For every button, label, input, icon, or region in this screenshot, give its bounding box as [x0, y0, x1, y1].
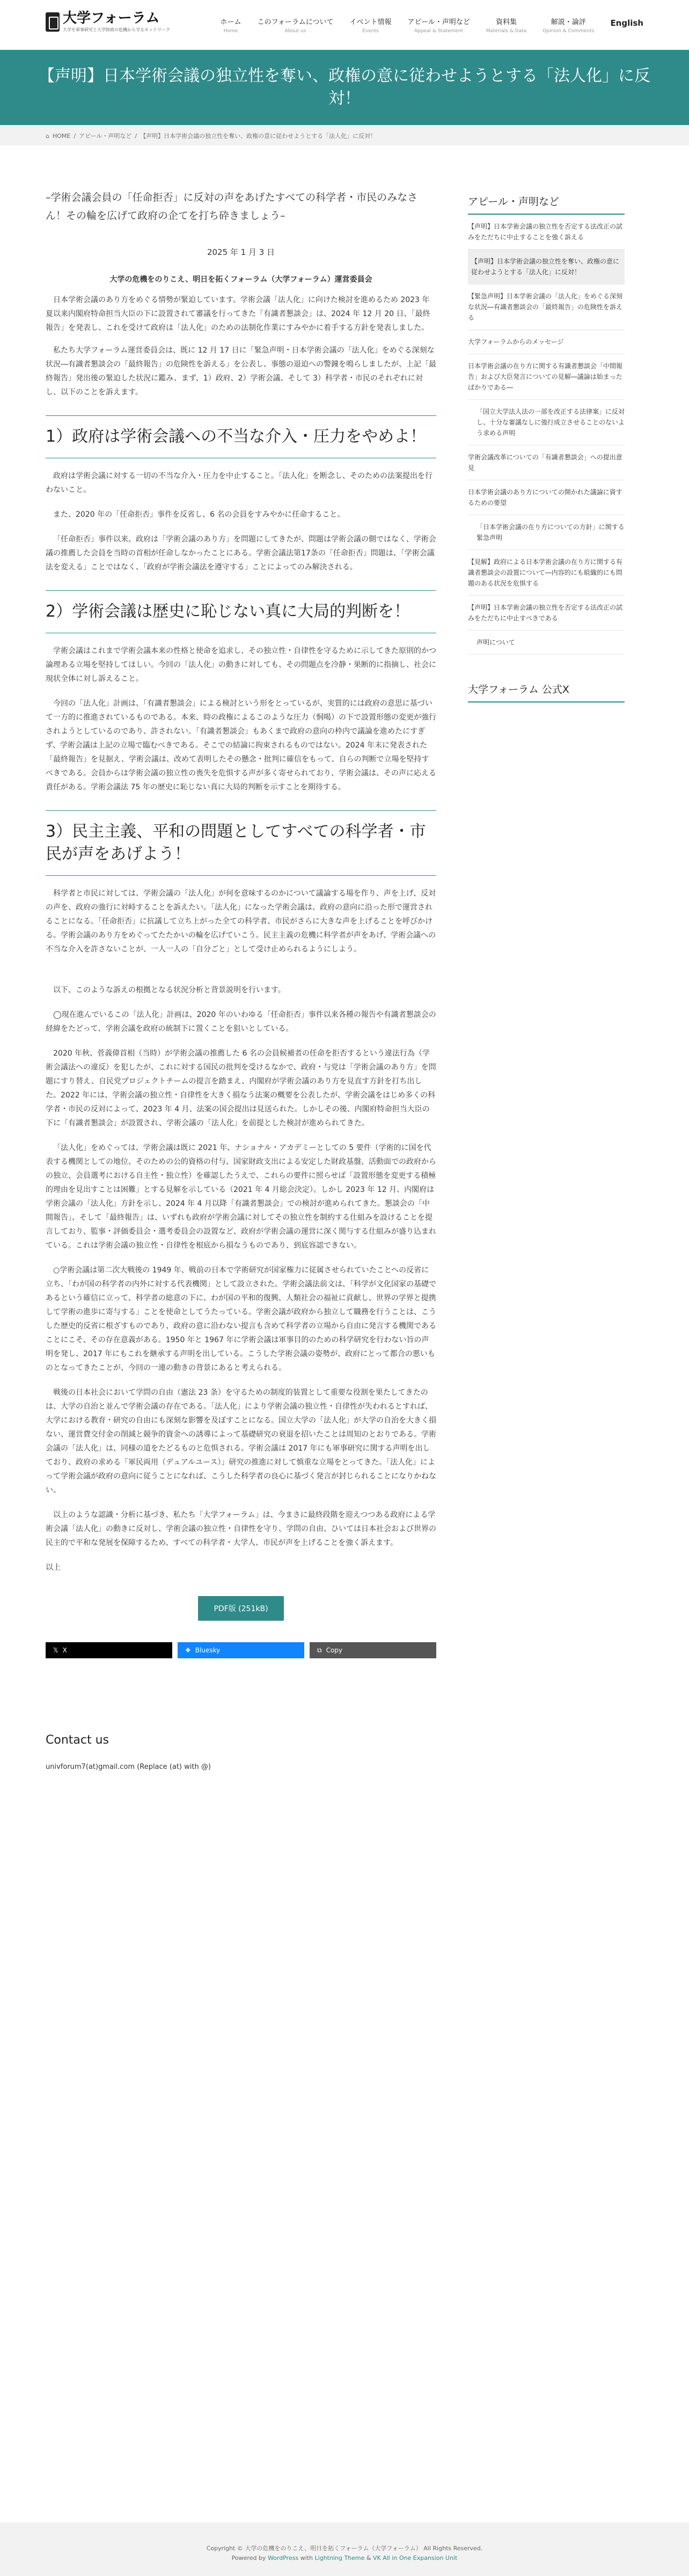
butterfly-icon: ❖ — [185, 1646, 191, 1654]
logo-mark-icon — [46, 12, 60, 32]
copy-icon: ⧉ — [317, 1646, 322, 1654]
sidebar-item-current[interactable]: 【声明】日本学術会議の独立性を奪い、政権の意に従わせようとする「法人化」に反対！ — [468, 250, 625, 284]
nav-sublabel: Events — [362, 28, 379, 34]
paragraph: 政府は学術会議に対する一切の不当な介入・圧力を中止すること。「法人化」を断念し、そのための法案提出を行わないこと。 — [46, 472, 433, 494]
sidebar-item[interactable]: 日本学術会議の在り方に関する有識者懇談会「中間報告」および大臣発言についての見解―議論は始まったばかりである― — [468, 354, 625, 400]
powered-label: Powered by — [231, 2555, 266, 2562]
breadcrumb-parent[interactable]: アピール・声明など — [79, 133, 132, 140]
nav-sublabel: Appeal & Statement — [414, 28, 464, 34]
sidebar-item[interactable]: 「国立大学法人法の一部を改正する法律案」に反対し、十分な審議なしに強行成立させることのないよう求める声明 — [468, 400, 625, 445]
powered-by — [0, 2553, 689, 2563]
sidebar-item[interactable]: 「日本学術会議の在り方についての方針」に関する緊急声明 — [468, 515, 625, 550]
sidebar-x-title: 大学フォーラム 公式X — [468, 682, 625, 702]
breadcrumb-current: 【声明】日本学術会議の独立性を奪い、政権の意に従わせようとする「法人化」に反対！ — [140, 133, 377, 140]
logo-title: 大学フォーラム — [63, 10, 160, 26]
closing: 以上 — [46, 1563, 61, 1572]
page-title: 【声明】日本学術会議の独立性を奪い、政権の意に従わせようとする「法人化」に反対！ — [39, 67, 650, 108]
nav-appeal[interactable] — [407, 16, 470, 34]
breadcrumb-separator: / — [74, 133, 76, 140]
share-label: Copy — [326, 1646, 343, 1654]
intro-section — [46, 293, 436, 399]
content-wrap — [0, 145, 689, 1771]
site-header — [0, 0, 689, 50]
paragraph: ◯現在進んでいるこの「法人化」計画は、2020 年のいわゆる「任命拒否」事件以来各種の報告や有識者懇談会の経緯をたどって、学術会議を政府の統制下に置くことを狙いとしている。 — [46, 1011, 436, 1033]
copy-button[interactable] — [310, 1642, 436, 1658]
article — [46, 145, 436, 1771]
sidebar-item[interactable]: 学術会議改革についての「有識者懇談会」への提出意見 — [468, 445, 625, 480]
paragraph: また、2020 年の「任命拒否」事件を反省し、6 名の会員をすみやかに任命すること。 — [53, 510, 345, 519]
nav-home[interactable] — [220, 16, 241, 34]
paragraph: 日本学術会議のあり方をめぐる情勢が緊迫しています。学術会議「法人化」に向けた検討を進めるため 2023 年夏以来内閣府特命担当大臣の下に設置されて審議を行ってきた「有識者懇談会」は、2024 年 12 月 20 日、「最終報告」を発表し、これを受けて政府は「法人化」のための法制化作業にすみやかに着手する方針を発表しました。 — [46, 296, 430, 332]
sidebar-item[interactable]: 【緊急声明】日本学術会議の「法人化」をめぐる深刻な状況―有識者懇談会の「最終報告」の危険性を訴える — [468, 284, 625, 330]
share-x-button[interactable] — [46, 1642, 172, 1658]
sidebar-item[interactable]: 大学フォーラムからのメッセージ — [468, 330, 625, 354]
nav-label: 解説・論評 — [551, 18, 586, 26]
paragraph: 2020 年秋、菅義偉首相（当時）が学術会議の推薦した 6 名の会員候補者の任命を拒否するという違法行為（学術会議法への違反）を犯したが、これに対する国民の批判を受けるなかで、政府・与党は「学術会議のあり方」を問題にすり替え、自民党プロジェクトチームの提言を踏まえ、内閣府が学術会議のあり方を見直す方針を打ち出した。2022 年には、学術会議の独立性・自律性を大きく損なう法案の概要を公表したが、学術会議をはじめ多くの科学者・市民の反対によって、2023 年 4 月、法案の国会提出は見送られた。しかしその後、内閣府特命担当大臣の下に「有識者懇談会」が設置され、学術会議の「法人化」を前提とした検討が進められてきた。 — [46, 1049, 436, 1128]
sidebar-item[interactable]: 日本学術会議のあり方についての開かれた議論に資するための要望 — [468, 480, 625, 515]
nav-label: ホーム — [220, 18, 241, 26]
theme-link[interactable]: Lightning Theme — [314, 2555, 365, 2562]
pdf-download-button[interactable]: PDF版 (251kB) — [198, 1596, 284, 1621]
page-hero — [0, 50, 689, 125]
contact-email: univforum7(at)gmail.com (Replace (at) with @) — [46, 1763, 211, 1771]
sidebar-list — [468, 215, 625, 655]
nav-about[interactable] — [257, 16, 333, 34]
contact-section — [46, 1733, 436, 1771]
nav-sublabel: Materials & Data — [486, 28, 527, 34]
home-icon: ⌂ — [46, 133, 49, 140]
x-icon: 𝕏 — [53, 1646, 58, 1654]
article-lead: –学術会議会員の「任命拒否」に反対の声をあげたすべての科学者・市民のみなさん！その輪を広げて政府の企てを打ち砕きましょう– — [46, 192, 418, 222]
sidebar-title: アピール・声明など — [468, 194, 625, 215]
nav-english[interactable] — [610, 16, 643, 34]
nav-label: 資料集 — [495, 18, 517, 26]
share-buttons — [46, 1642, 436, 1658]
nav-sublabel: Opinion & Comments — [543, 28, 595, 34]
paragraph: 学術会議はこれまで学術会議本来の性格と使命を追求し、その独立性・自律性を守るために示してきた原則的かつ論理ある立場を堅持してほしい。今回の「法人化」の動きに対しても、その問題点を冷静・果断的に指摘し、社会に現状全体に対し訴えること。 — [46, 647, 436, 683]
section-heading-2: 2）学術会議は歴史に恥じない真に大局的判断を！ — [46, 590, 436, 633]
amp-label: & — [366, 2555, 371, 2562]
nav-events[interactable] — [349, 16, 391, 34]
vk-link[interactable]: VK All in One Expansion Unit — [372, 2555, 458, 2562]
paragraph: 「法人化」をめぐっては、学術会議は既に 2021 年、ナショナル・アカデミーとしての 5 要件（学術的に国を代表する機関としての地位、そのための公的資格の付与、国家財政支出による安定した財政基盤、活動面での政府からの独立、会員選考における自主性・独立性）を確認したうえで、これらの要件に照らせば「設置形態を変更する積極的理由を見出すことは困難」とする見解を示している（2021 年 4 月総会決定）。しかし 2023 年 12 月、内閣府は学術会議の「法人化」方針を示し、2024 年 4 月以降「有識者懇談会」での検討が進められてきた。懇談会の「中間報告」、そして「最終報告」は、いずれも政府が学術会議に対してその独立性を制約する仕組みを設けることを提言しており、監事・評価委員会・選考委員会の設置など、政府が学術会議の運営に深く関与する仕組みが盛り込まれている。これは学術会議の独立性・自律性を根底から損なうものであり、到底容認できない。 — [46, 1144, 436, 1250]
nav-sublabel: About us — [284, 28, 306, 34]
share-bluesky-button[interactable] — [178, 1642, 304, 1658]
nav-label: English — [610, 18, 643, 28]
nav-label: イベント情報 — [349, 18, 392, 26]
site-footer — [0, 2522, 689, 2576]
nav-opinion[interactable] — [543, 16, 594, 34]
copyright: Copyright © 大学の危機をのりこえ、明日を拓くフォーラム（大学フォーラム） All Rights Reserved. — [206, 2545, 483, 2552]
paragraph: 以上のような認識・分析に基づき、私たち「大学フォーラム」は、今まさに最終段階を迎えつつある政府による学術会議「法人化」の動きに反対し、学術会議の独立性・自律性を守り、学問の自由、ひいては日本社会および世界の民主的で平和な発展を保障するため、すべての科学者・大学人、市民が声を上げることを強く訴えます。 — [46, 1511, 436, 1547]
nav-materials[interactable] — [486, 16, 526, 34]
paragraph: 以下、このような訴えの根拠となる状況分析と背景説明を行います。 — [53, 986, 285, 994]
with-label: with — [300, 2555, 313, 2562]
logo-subtitle: 大学を軍事研究と大学財政の危機から守るネットワーク — [63, 27, 170, 32]
breadcrumb — [0, 125, 689, 145]
section-heading-3: 3）民主主義、平和の問題としてすべての科学者・市民が声をあげよう！ — [46, 810, 436, 876]
sidebar-item[interactable]: 【見解】政府による日本学術会議の在り方に関する有識者懇談会の設置について―内容的にも組織的にも問題のある状況を危惧する — [468, 550, 625, 596]
paragraph: 科学者と市民に対しては、学術会議の「法人化」が何を意味するのかについて議論する場を作り、声を上げ、反対の声を、政府の強行に対峙することを訴えたい。「法人化」になった学術会議は、政府の意向に沿った形で運営されることになる。「任命拒否」に抗議して立ち上がった全ての科学者、市民がさらに大きな声を上げることを呼びかける。学術会議のあり方をめぐってたたかいの輪を広げていこう。民主主義の危機に科学者が声をあげ、学術会議への不当な介入を許さないことが、一人一人の「自分ごと」として受け止められるようにしよう。 — [46, 889, 436, 954]
article-date: 2025 年 1 月 3 日 — [207, 247, 275, 257]
paragraph: 今回の「法人化」計画は、「有識者懇談会」による検討という形をとっているが、実質的には政府の意思に基づいて一方的に推進されているものである。本来、時の政権によるこのような圧力（恫喝）の下で設置形態の変更が強行されようとしているのであり、許されない。「有識者懇談会」もあくまで政府の意向の枠内で議論を進めたにすぎず、学術会議は上記の立場で臨むべきである。そこでの結論に拘束されるものではない。2024 年末に発表された「最終報告」を見据え、学術会議は、改めて表明したその懸念・批判に確信をもって、自らの判断で立場を堅持すべきである。会員からは学術会議の独立性の喪失を危惧する声が多く寄せられており、学術会議は、その声に応える責任がある。学術会議法 75 年の歴史に恥じない真に大局的判断を示すことを期待する。 — [46, 699, 436, 792]
breadcrumb-home[interactable]: HOME — [52, 133, 71, 140]
paragraph: 私たち大学フォーラム運営委員会は、既に 12 月 17 日に「緊急声明・日本学術会議の「法人化」をめぐる深刻な状況―有識者懇談会の「最終報告」の危険性を訴える」を公表し、事態の退迫への警鐘を鳴らしましたが、上記「最終報告」発出後の緊迫した状況に鑑み、まず、1）政府、2）学術会議、そして 3）科学者・市民のそれぞれに対し、以下のことを訴えます。 — [46, 346, 436, 397]
wordpress-link[interactable]: WordPress — [267, 2555, 299, 2562]
site-logo[interactable] — [46, 11, 170, 33]
breadcrumb-separator: / — [135, 133, 137, 140]
sidebar-item[interactable]: 声明について — [468, 631, 625, 655]
article-author: 大学の危機をのりこえ、明日を拓くフォーラム（大学フォーラム）運営委員会 — [109, 275, 372, 284]
nav-sublabel: Home — [223, 28, 238, 34]
share-label: Bluesky — [195, 1646, 221, 1654]
contact-title: Contact us — [46, 1733, 109, 1747]
global-nav — [204, 16, 643, 34]
paragraph: ○学術会議は第二次大戦後の 1949 年、戦前の日本で学術研究が国家権力に従属させられていたことへの反省に立ち、「わが国の科学者の内外に対する代表機関」として設立された。学術会議法前文は、「科学が文化国家の基礎であるという確信に立って、科学者の総意の下に、わが国の平和的復興、人類社会の福祉に貢献し、世界の学界と提携して学術の進歩に寄与する」ことを使命としてうたっている。学術会議が政府から独立して職務を行うことは、こうした歴史的反省に根ざすものであり、政府の意に沿わない提言も含めて科学者の立場から自由に発言する機関であることにこそ、その存在意義がある。1950 年と 1967 年に学術会議は軍事目的のための科学研究を行わない旨の声明を発し、2017 年にもこれを継承する声明を出している。こうした学術会議の姿勢が、政府にとって都合の悪いものとなってきたことが、今回の一連の動きの背景にあると考えられる。 — [46, 1266, 436, 1372]
section-heading-1: 1）政府は学術会議への不当な介入・圧力をやめよ！ — [46, 415, 436, 458]
paragraph: 戦後の日本社会において学問の自由（憲法 23 条）を守るための制度的装置として重要な役割を果たしてきたのは、大学の自治と並んで学術会議の存在である。「法人化」により学術会議の独立性・自律性が失われるとすれば、大学における教育・研究の自由にも深刻な影響を及ぼすことになる。国立大学の「法人化」が大学の自治を大きく損ない、運営費交付金の削減と競争的資金への誘導によって基礎研究の衰退を招いたことは周知のとおりである。学術会議の「法人化」は、同様の道をたどるものと危惧される。学術会議は 2017 年にも軍事研究に関する声明を出しており、政府の求める「軍民両用（デュアルユース）」研究の推進に対して慎重な立場をとってきた。「法人化」によって学術会議が政府の意向に従うことになれば、こうした科学者の良心に基づく発言が封じられることになりかねない。 — [46, 1388, 436, 1495]
nav-label: このフォーラムについて — [257, 18, 334, 26]
sidebar — [468, 145, 625, 1771]
sidebar-item[interactable]: 【声明】日本学術会議の独立性を否定する法改正の試みをただちに中止することを強く訴える — [468, 215, 625, 250]
nav-label: アピール・声明など — [407, 18, 470, 26]
share-label: X — [62, 1646, 67, 1654]
sidebar-item[interactable]: 【声明】日本学術会議の独立性を否定する法改正の試みをただちに中止すべきである — [468, 596, 625, 631]
paragraph: 「任命拒否」事件以来、政府は「学術会議のあり方」を問題にしてきたが、問題は学術会議の側ではなく、学術会議の推薦した会員を当時の首相が任命しなかったことにある。学術会議法第17条の「任命拒否」問題は、「学術会議法を変える」ことではなく、「政府が学術会議法を遵守する」ことによってのみ解決される。 — [46, 535, 436, 572]
